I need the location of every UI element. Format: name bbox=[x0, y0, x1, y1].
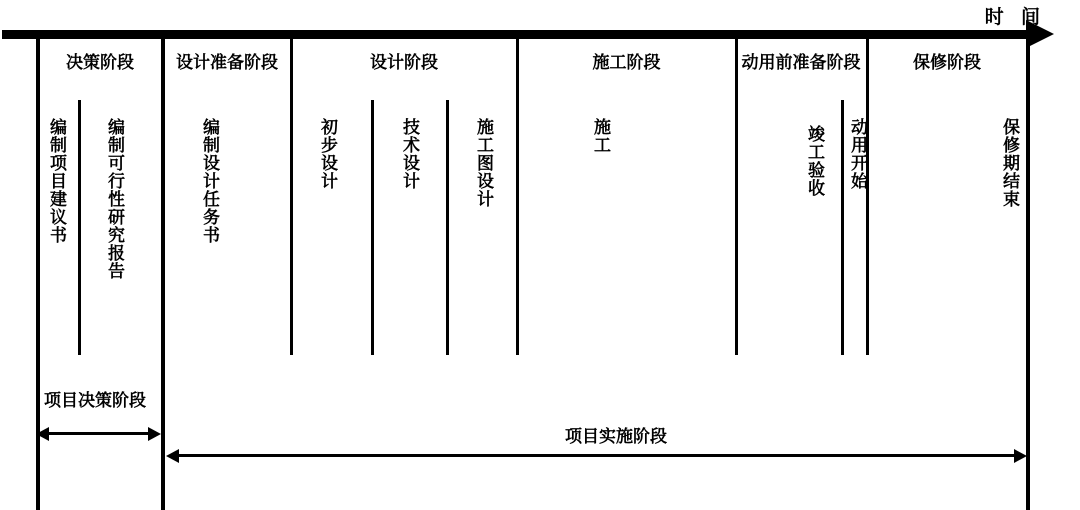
item-1-2: 编制可行性研究报告 bbox=[105, 118, 125, 280]
bracket-1-arrow-right-icon bbox=[148, 427, 161, 441]
phase-title-1: 决策阶段 bbox=[66, 53, 134, 72]
item-4-1: 施工 bbox=[591, 118, 611, 154]
phase-title-6: 保修阶段 bbox=[913, 53, 981, 72]
axis-label-time: 时 间 bbox=[984, 7, 1046, 28]
phase-title-4: 施工阶段 bbox=[592, 53, 661, 72]
item-5-2: 动用开始 bbox=[848, 118, 868, 190]
item-3-3: 施工图设计 bbox=[474, 118, 494, 208]
bracket-label-1: 项目决策阶段 bbox=[44, 391, 146, 410]
bracket-line-2 bbox=[172, 454, 1022, 457]
phase-title-2: 设计准备阶段 bbox=[176, 53, 278, 72]
divider-phase-2-3 bbox=[290, 39, 293, 355]
divider-sub-3 bbox=[446, 100, 449, 355]
item-2-1: 编制设计任务书 bbox=[200, 118, 220, 244]
phase-title-5: 动用前准备阶段 bbox=[741, 53, 861, 72]
divider-sub-2 bbox=[371, 100, 374, 355]
item-3-2: 技术设计 bbox=[400, 118, 420, 190]
divider-phase-5-6 bbox=[866, 39, 869, 355]
item-5-1: 竣工验收 bbox=[805, 125, 825, 197]
divider-axis-end bbox=[1026, 39, 1030, 510]
bracket-2-arrow-right-icon bbox=[1014, 449, 1027, 463]
bracket-line-1 bbox=[42, 432, 157, 435]
item-6-1: 保修期结束 bbox=[1000, 118, 1020, 208]
bracket-2-left-tick bbox=[161, 400, 164, 470]
divider-sub-1 bbox=[78, 100, 81, 355]
phase-title-3: 设计阶段 bbox=[370, 53, 438, 72]
time-axis-arrow-icon bbox=[1026, 20, 1054, 48]
divider-sub-4 bbox=[841, 100, 844, 355]
bracket-1-arrow-left-icon bbox=[36, 427, 49, 441]
item-3-1: 初步设计 bbox=[318, 118, 338, 190]
time-axis bbox=[2, 30, 1030, 39]
bracket-label-2: 项目实施阶段 bbox=[565, 427, 667, 446]
divider-phase-3-4 bbox=[516, 39, 519, 355]
bracket-2-arrow-left-icon bbox=[166, 449, 179, 463]
item-1-1: 编制项目建议书 bbox=[47, 118, 67, 244]
divider-phase-4-5 bbox=[735, 39, 738, 355]
